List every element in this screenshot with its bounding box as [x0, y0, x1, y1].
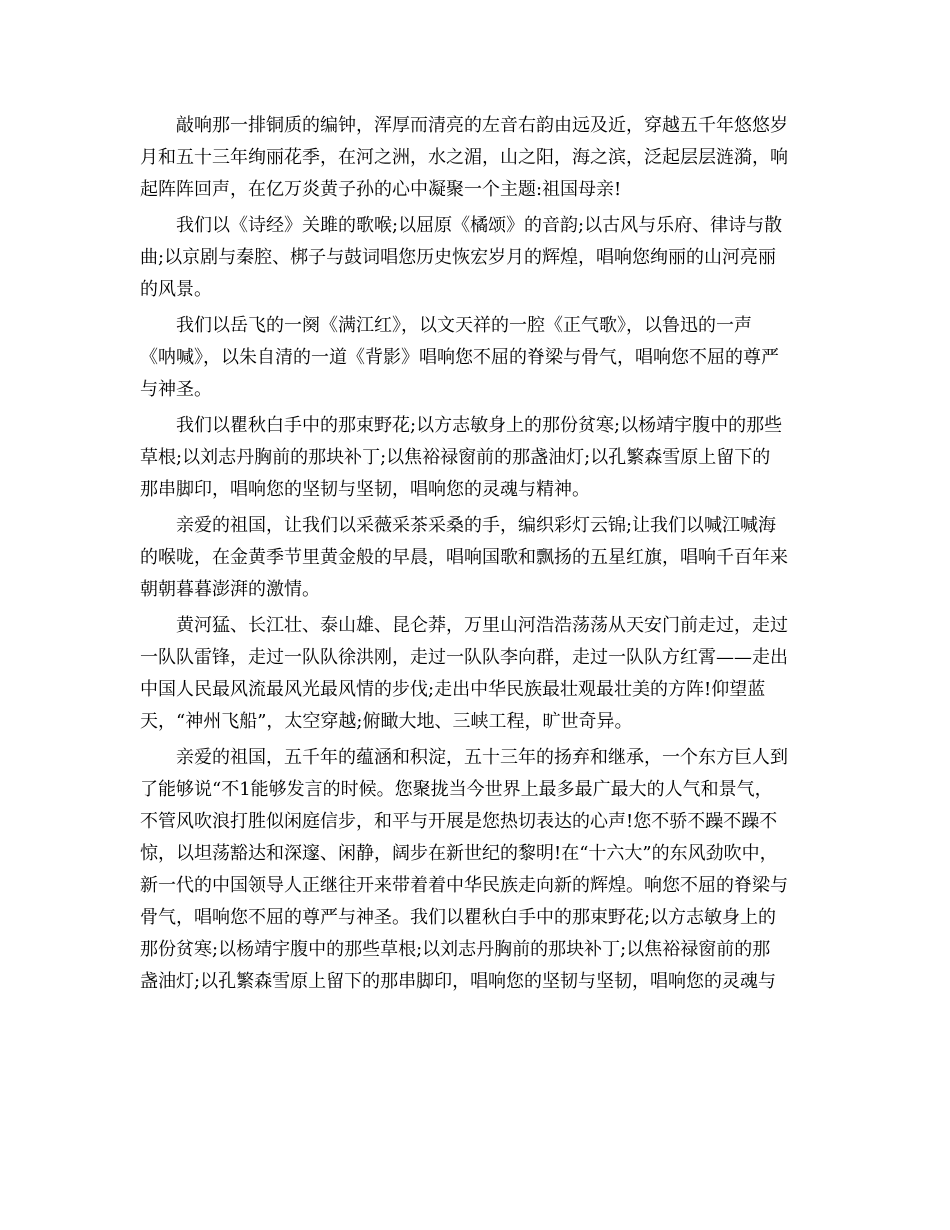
- paragraph-3: [140, 310, 812, 406]
- text-line: 骨气，唱响您不屈的尊严与神圣。我们以瞿秋白手中的那束野花;以方志敏身上的: [140, 907, 777, 928]
- text-line: 中国人民最风流最风光最风情的步伐;走出中华民族最壮观最壮美的方阵!仰望蓝: [140, 679, 766, 700]
- paragraph-6: [140, 610, 812, 738]
- paragraph-2: [140, 210, 812, 306]
- text-line: 黄河猛、长江壮、泰山雄、昆仑莽，万里山河浩浩荡荡从天安门前走过，走过: [176, 615, 788, 636]
- text-line: 的喉咙，在金黄季节里黄金般的早晨，唱响国歌和飘扬的五星红旗，唱响千百年来: [140, 547, 788, 568]
- paragraph-5: [140, 510, 812, 606]
- text-line: 敲响那一排铜质的编钟，浑厚而清亮的左音右韵由远及近，穿越五千年悠悠岁: [176, 115, 788, 136]
- text-line: 《呐喊》，以朱自清的一道《背影》唱响您不屈的脊梁与骨气，唱响您不屈的尊严: [140, 347, 779, 368]
- text-line: 一队队雷锋，走过一队队徐洪刚，走过一队队李向群，走过一队队方红霄——走出: [140, 647, 788, 668]
- text-line: 曲;以京剧与秦腔、梆子与鼓词唱您历史恢宏岁月的辉煌，唱响您绚丽的山河亮丽: [140, 247, 777, 268]
- text-line: 不管风吹浪打胜似闲庭信步，和平与开展是您热切表达的心声!您不骄不躁不躁不: [140, 811, 778, 832]
- text-line: 亲爱的祖国，五千年的蕴涵和积淀，五十三年的扬弃和继承，一个东方巨人到: [176, 747, 788, 768]
- text-line: 起阵阵回声，在亿万炎黄子孙的心中凝聚一个主题:祖国母亲!: [140, 179, 622, 200]
- paragraph-7: [140, 742, 812, 998]
- text-line: 盏油灯;以孔繁森雪原上留下的那串脚印，唱响您的坚韧与坚韧，唱响您的灵魂与: [140, 971, 777, 992]
- text-line: 月和五十三年绚丽花季，在河之洲，水之湄，山之阳，海之滨，泛起层层涟漪，响: [140, 147, 788, 168]
- text-line: 那份贫寒;以杨靖宇腹中的那些草根;以刘志丹胸前的那块补丁;以焦裕禄窗前的那: [140, 939, 771, 960]
- text-line: 那串脚印，唱响您的坚韧与坚韧，唱响您的灵魂与精神。: [140, 479, 590, 500]
- paragraph-4: [140, 410, 812, 506]
- text-line: 我们以瞿秋白手中的那束野花;以方志敏身上的那份贫寒;以杨靖宇腹中的那些: [176, 415, 783, 436]
- text-line: 的风景。: [140, 279, 212, 300]
- text-line: 我们以岳飞的一阕《满江红》，以文天祥的一腔《正气歌》，以鲁迅的一声: [176, 315, 752, 336]
- text-line: 我们以《诗经》关雎的歌喉;以屈原《橘颂》的音韵;以古风与乐府、律诗与散: [176, 215, 783, 236]
- text-line: 与神圣。: [140, 379, 212, 400]
- text-line: 朝朝暮暮澎湃的激情。: [140, 579, 320, 600]
- text-line: 草根;以刘志丹胸前的那块补丁;以焦裕禄窗前的那盏油灯;以孔繁森雪原上留下的: [140, 447, 771, 468]
- text-line: 惊，以坦荡豁达和深邃、闲静，阔步在新世纪的黎明!在“十六大”的东风劲吹中，: [140, 843, 778, 864]
- paragraph-1: [140, 110, 812, 206]
- document-body: [140, 110, 812, 1002]
- text-line: 了能够说“不1能够发言的时候。您聚拢当今世界上最多最广最大的人气和景气，: [140, 779, 773, 800]
- text-line: 新一代的中国领导人正继往开来带着着中华民族走向新的辉煌。响您不屈的脊梁与: [140, 875, 788, 896]
- text-line: 亲爱的祖国，让我们以采薇采茶采桑的手，编织彩灯云锦;让我们以喊江喊海: [176, 515, 777, 536]
- text-line: 天，“神州飞船”，太空穿越;俯瞰大地、三峡工程，旷世奇异。: [140, 711, 633, 732]
